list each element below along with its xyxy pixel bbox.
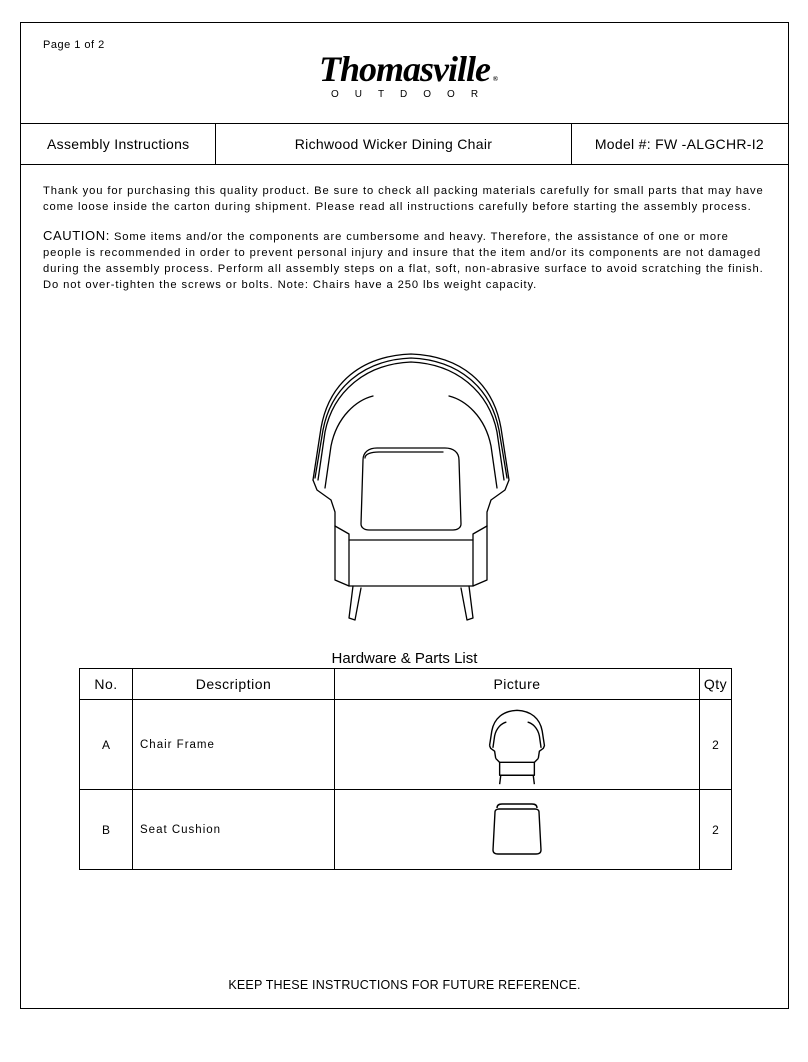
model-number: Model #: FW -ALGCHR-I2 (594, 136, 764, 152)
part-no: B (80, 790, 133, 870)
header-no: No. (80, 669, 133, 700)
brand-name: Thomasville ® (319, 51, 490, 87)
part-qty: 2 (700, 790, 732, 870)
parts-table-header (80, 669, 732, 700)
header-qty: Qty (700, 669, 732, 700)
part-description: Chair Frame (133, 700, 335, 790)
caution-paragraph (43, 228, 768, 293)
table-row (80, 700, 732, 790)
part-description: Seat Cushion (133, 790, 335, 870)
parts-list-title: Hardware & Parts List (331, 650, 478, 667)
section-title: Assembly Instructions (21, 124, 216, 164)
page-frame (20, 22, 789, 1009)
chair-frame-icon (477, 703, 557, 787)
brand-logo (21, 51, 788, 100)
product-name: Richwood Wicker Dining Chair (216, 124, 572, 164)
header-picture: Picture (335, 669, 700, 700)
part-qty: 2 (700, 700, 732, 790)
chair-illustration (291, 328, 531, 628)
caution-label: CAUTION: (43, 228, 110, 243)
seat-cushion-icon (489, 802, 545, 858)
header-bar (21, 123, 788, 165)
page-number: Page 1 of 2 (43, 39, 105, 51)
part-picture (335, 790, 700, 870)
table-row (80, 790, 732, 870)
caution-text: Some items and/or the components are cumbersome and heavy. Therefore, the assistance of one or more people is recommended in order to prevent personal injury and insure that the item and/or its components are not damaged during the assembly process. Perform all assembly steps on a flat, soft, non-abrasive surface to avoid scratching the finish. Do not over-tighten the screws or bolts. Note: Chairs have a 250 lbs weight capacity. (43, 231, 764, 291)
registered-mark: ® (492, 75, 497, 83)
parts-table (79, 668, 732, 870)
brand-subtitle: OUTDOOR (330, 89, 495, 100)
part-picture (335, 700, 700, 790)
header-description: Description (133, 669, 335, 700)
footer-note: KEEP THESE INSTRUCTIONS FOR FUTURE REFERENCE. (228, 978, 581, 992)
part-no: A (80, 700, 133, 790)
intro-paragraph: Thank you for purchasing this quality product. Be sure to check all packing materials carefully for small parts that may have come loose inside the carton during shipment. Please read all instructions carefully before starting the assembly process. (43, 185, 764, 213)
